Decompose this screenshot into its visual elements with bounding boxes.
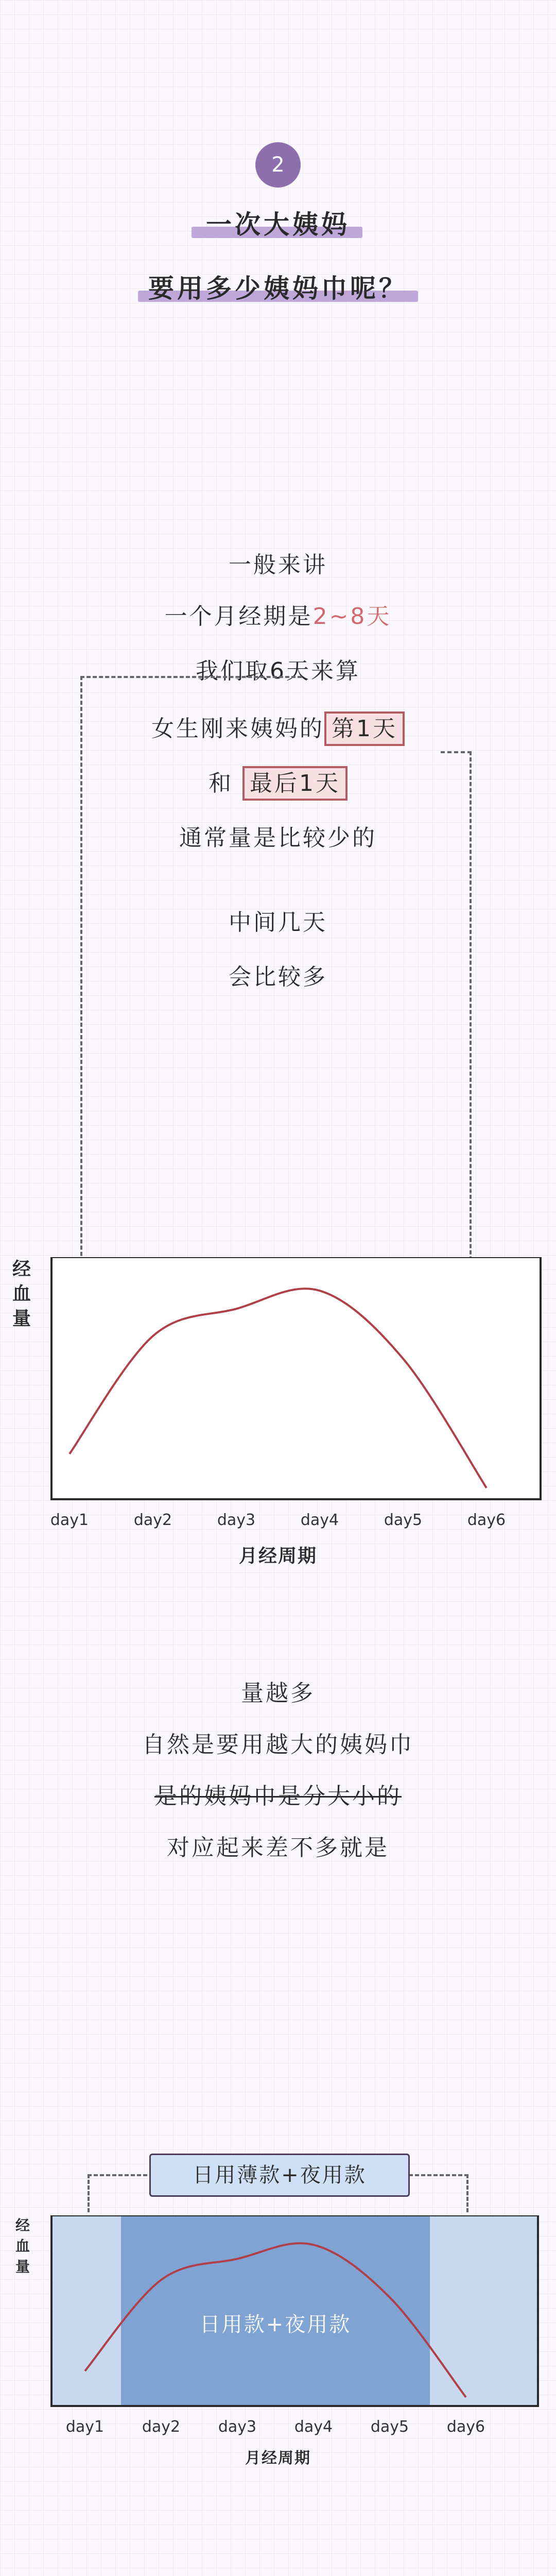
volume-line-3: 是的姨妈巾是分大小的: [154, 1783, 402, 1809]
chart2-tick-day6: day6: [446, 2418, 485, 2436]
first-day-box: 第1天: [324, 711, 405, 746]
flow-line-1: [0, 710, 556, 743]
chart1-frame: [51, 1257, 541, 1499]
flow-line-3: 通常量是比较少的: [179, 825, 377, 851]
last-day-box: 最后1天: [242, 766, 348, 801]
chart2-tick-day4: day4: [294, 2418, 333, 2436]
chart1-ticks: [50, 1511, 506, 1529]
chart2-side-right: [430, 2215, 538, 2406]
chart2-tick-day5: day5: [370, 2418, 409, 2436]
chart2-bracket-left: [88, 2174, 90, 2212]
period-length-highlight: 2~8天: [312, 603, 392, 630]
step-number-badge: 2: [255, 142, 301, 188]
calc-line-1: [0, 2571, 556, 2576]
chart2-tick-day1: day1: [65, 2418, 105, 2436]
chart1-ylabel: 经血量: [12, 1259, 32, 1329]
chart1-tick-day2: day2: [133, 1511, 172, 1529]
title-line-2: 要用多少姨妈巾呢？: [148, 274, 408, 303]
chart2-bracket-right: [466, 2174, 468, 2212]
flow-line-1-prefix: 女生刚来姨妈的: [151, 716, 324, 742]
chart1-xlabel: 月经周期: [238, 1546, 317, 1567]
chart1-tick-day5: day5: [384, 1511, 423, 1529]
chart2-side-left: [51, 2215, 121, 2406]
chart1-tick-day3: day3: [217, 1511, 256, 1529]
intro-line-1: 一般来讲: [229, 552, 327, 578]
chart2-tick-day3: day3: [218, 2418, 257, 2436]
chart1-tick-day4: day4: [300, 1511, 339, 1529]
flow-line-2: [0, 765, 556, 798]
volume-line-4: 对应起来差不多就是: [167, 1835, 389, 1861]
intro-line-2: [0, 598, 556, 631]
chart1-tick-day6: day6: [467, 1511, 506, 1529]
connector-top-left: [80, 676, 302, 678]
flow-line-2-prefix: 和: [208, 770, 233, 796]
volume-line-1: 量越多: [241, 1680, 315, 1706]
chart2-xlabel: 月经周期: [245, 2449, 311, 2467]
intro-line-2-prefix: 一个月经期是: [164, 603, 313, 630]
intro-line-3: 我们取6天来算: [196, 658, 360, 684]
chart2-tick-day2: day2: [142, 2418, 181, 2436]
chart1-tick-day1: day1: [50, 1511, 89, 1529]
chart2-ticks: [66, 2418, 485, 2436]
chart2-top-label: 日用薄款+夜用款: [149, 2154, 410, 2197]
flow-line-5: 会比较多: [229, 964, 327, 990]
chart2: [0, 2215, 556, 2483]
chart2-inner-label: 日用款+夜用款: [199, 2313, 352, 2336]
chart2-ylabel: 经血量: [15, 2217, 31, 2275]
flow-line-4: 中间几天: [229, 909, 327, 936]
connector-top-right: [441, 751, 472, 753]
title-line-1: 一次大姨妈: [206, 210, 350, 240]
volume-line-2: 自然是要用越大的姨妈巾: [142, 1732, 414, 1758]
